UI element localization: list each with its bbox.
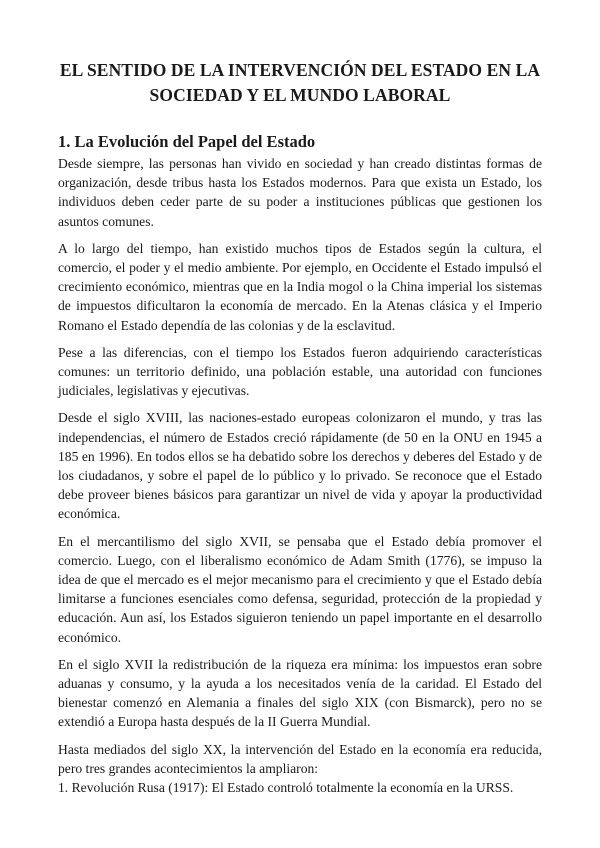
paragraph-3: Pese a las diferencias, con el tiempo los Estados fueron adquiriendo características comunes: un territorio definido, una población estable, una autoridad con funciones judiciales, legislativas y ejecutivas. bbox=[58, 344, 542, 399]
document-title: EL SENTIDO DE LA INTERVENCIÓN DEL ESTADO EN LA SOCIEDAD Y EL MUNDO LABORAL bbox=[59, 60, 541, 105]
paragraph-7: Hasta mediados del siglo XX, la intervención del Estado en la economía era reducida, pero tres grandes acontecimientos la ampliaron: bbox=[58, 741, 542, 776]
paragraph-4: Desde el siglo XVIII, las naciones-estado europeas colonizaron el mundo, y tras las independencias, el número de Estados creció rápidamente (de 50 en la ONU en 1945 a 185 en 1996). En todos ellos se ha debatido sobre los derechos y deberes del Estado y de los ciudadanos, y sobre el papel de lo público y lo privado. Se reconoce que el Estado debe proveer bienes básicos para garantizar un nivel de vida y apoyar la productividad económica. bbox=[58, 410, 542, 522]
paragraph-6: En el siglo XVII la redistribución de la riqueza era mínima: los impuestos eran sobre aduanas y consumo, y la ayuda a los necesitados venía de la caridad. El Estado del bienestar comenzó en Alemania a finales del siglo XIX (con Bismarck), pero no se extendió a Europa hasta después de la II Guerra Mundial. bbox=[58, 656, 542, 730]
paragraph-5: En el mercantilismo del siglo XVII, se pensaba que el Estado debía promover el comercio. Luego, con el liberalismo económico de Adam Smith (1776), se impuso la idea de que el mercado es el mejor mecanismo para el crecimiento y que el Estado debía limitarse a funciones esenciales como defensa, seguridad, protección de la propiedad y educación. Aun así, los Estados siguieron teniendo un papel importante en el desarrollo económico. bbox=[58, 533, 542, 645]
paragraph-1: Desde siempre, las personas han vivido en sociedad y han creado distintas formas de organización, desde tribus hasta los Estados modernos. Para que exista un Estado, los individuos deben ceder parte de su poder a instituciones públicas que gestionen los asuntos comunes. bbox=[58, 156, 542, 229]
paragraph-2: A lo largo del tiempo, han existido muchos tipos de Estados según la cultura, el comercio, el poder y el medio ambiente. Por ejemplo, en Occidente el Estado impulsó el crecimiento económico, mientras que en la India mogol o la China imperial los sistemas de impuestos dificultaron la economía de mercado. En la Atenas clásica y el Imperio Romano el Estado dependía de las colonias y de la esclavitud. bbox=[58, 240, 542, 333]
list-item-1: 1. Revolución Rusa (1917): El Estado controló totalmente la economía en la URSS. bbox=[58, 780, 514, 796]
section-heading: 1. La Evolución del Papel del Estado bbox=[58, 132, 316, 151]
